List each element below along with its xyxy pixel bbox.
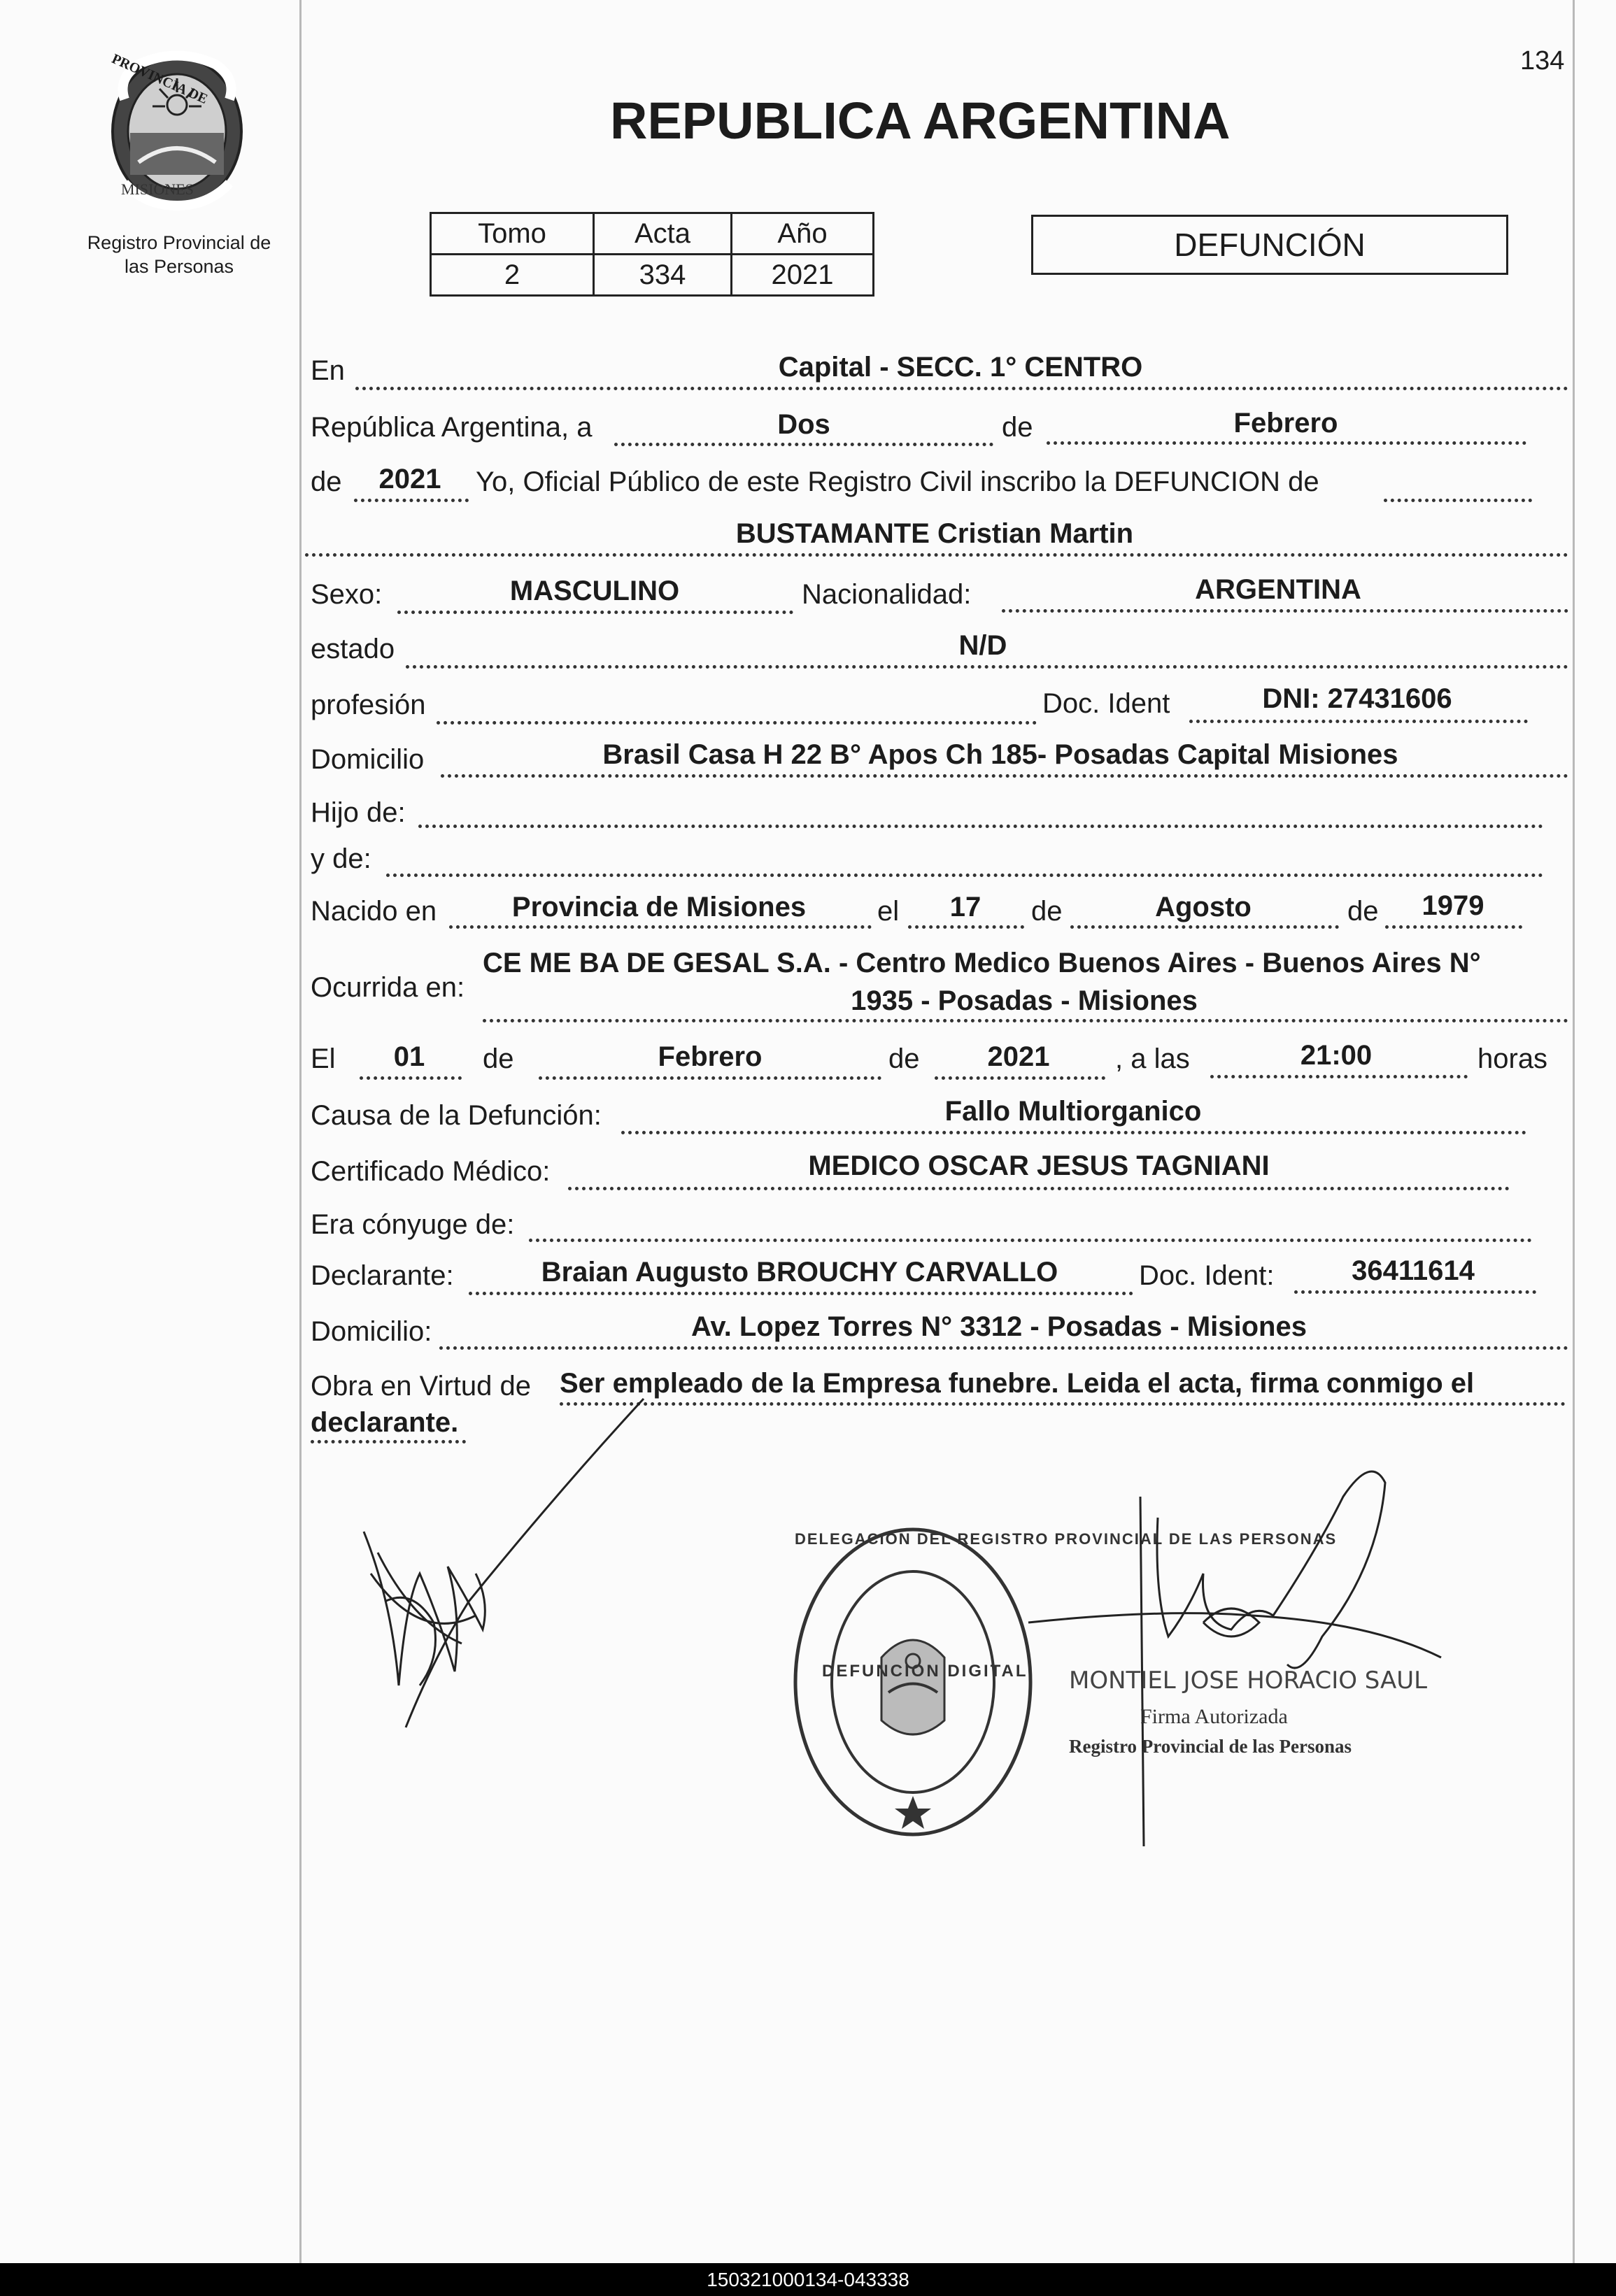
certificado-label: Certificado Médico: [311, 1156, 551, 1187]
spouse-line [529, 1239, 1532, 1242]
tomo-value: 2 [431, 255, 594, 296]
cause-line [621, 1131, 1526, 1134]
domicilio-label: Domicilio [311, 744, 425, 775]
tomo-header: Tomo [431, 213, 594, 255]
place-line [355, 387, 1568, 390]
month-value: Febrero [1233, 408, 1338, 438]
nacido-en-label: Nacido en [311, 896, 437, 927]
year-line [354, 499, 469, 502]
virtue-line-2: declarante. [311, 1407, 459, 1438]
father-line [418, 825, 1543, 828]
registry-line-2: las Personas [124, 256, 234, 277]
address-line [441, 774, 1568, 778]
official-office: Registro Provincial de las Personas [1069, 1736, 1352, 1757]
medical-certificate-line [568, 1187, 1510, 1190]
declarante-label: Declarante: [311, 1260, 454, 1291]
occurred-line [483, 1019, 1568, 1022]
left-margin-line [299, 0, 302, 2263]
a-las-label: , a las [1115, 1043, 1190, 1074]
page-number: 134 [1520, 46, 1565, 76]
declarant-doc-value: 36411614 [1352, 1255, 1475, 1286]
virtue-line-1: Ser empleado de la Empresa funebre. Leida el acta, firma conmigo el [560, 1368, 1475, 1399]
republica-label: República Argentina, a [311, 412, 593, 443]
causa-label: Causa de la Defunción: [311, 1100, 602, 1131]
seal-inner-text: DEFUNCION DIGITAL [822, 1662, 1028, 1681]
official-signature-icon [1021, 1455, 1455, 1846]
occurred-line-1: CE ME BA DE GESAL S.A. - Centro Medico Buenos Aires - Buenos Aires N° [483, 948, 1481, 978]
death-month-value: Febrero [658, 1041, 763, 1072]
marital-status-line [406, 665, 1568, 669]
official-role: Firma Autorizada [1140, 1705, 1288, 1728]
mother-line [386, 874, 1543, 877]
declarant-line [469, 1292, 1133, 1295]
birth-day-line [908, 925, 1024, 929]
death-year-value: 2021 [987, 1041, 1050, 1072]
declarant-signature-icon [350, 1392, 658, 1755]
virtue-line-1-underline [560, 1402, 1566, 1406]
sex-line [397, 611, 793, 614]
domicilio-colon-label: Domicilio: [311, 1316, 432, 1347]
declarant-value: Braian Augusto BROUCHY CARVALLO [541, 1257, 1058, 1288]
el-label: el [877, 896, 900, 927]
doc-id-value: DNI: 27431606 [1262, 683, 1452, 714]
sexo-label: Sexo: [311, 579, 383, 610]
birth-month-line [1070, 925, 1339, 929]
ocurrida-en-label: Ocurrida en: [311, 972, 465, 1003]
conyuge-label: Era cónyuge de: [311, 1209, 515, 1240]
nationality-value: ARGENTINA [1195, 574, 1361, 605]
birth-place-value: Provincia de Misiones [511, 892, 807, 922]
birth-year-line [1385, 925, 1522, 929]
medical-certificate-value: MEDICO OSCAR JESUS TAGNIANI [808, 1150, 1270, 1181]
inscription-line [1384, 499, 1532, 502]
death-day-line [360, 1076, 462, 1080]
de-label-2: de [311, 466, 342, 497]
nationality-line [1002, 609, 1568, 613]
book-reference-table [430, 212, 874, 297]
sex-value: MASCULINO [509, 576, 680, 606]
doc-id-line [1189, 720, 1528, 723]
occurred-line-2: 1935 - Posadas - Misiones [851, 985, 1198, 1016]
registry-line-1: Registro Provincial de [87, 232, 271, 253]
death-day-value: 01 [393, 1041, 425, 1072]
de-label-5: de [483, 1043, 514, 1074]
deceased-name-line [305, 553, 1568, 557]
birth-year-value: 1979 [1422, 890, 1484, 921]
official-name: MONTIEL JOSE HORACIO SAUL [1069, 1667, 1428, 1695]
ano-header: Año [732, 213, 874, 255]
nacionalidad-label: Nacionalidad: [802, 579, 972, 610]
day-words-value: Dos [777, 409, 830, 440]
deceased-name: BUSTAMANTE Cristian Martin [735, 518, 1134, 549]
declarant-doc-line [1294, 1290, 1536, 1294]
logo-text-top: PROVINCIA DE [109, 51, 210, 108]
birth-month-value: Agosto [1155, 892, 1252, 922]
cause-value: Fallo Multiorganico [944, 1096, 1202, 1127]
profession-line [437, 721, 1037, 725]
obra-en-virtud-label: Obra en Virtud de [311, 1371, 532, 1402]
de-label-3: de [1031, 896, 1063, 927]
de-label-1: de [1002, 412, 1033, 443]
en-label: En [311, 355, 345, 386]
doc-ident-colon-label: Doc. Ident: [1139, 1260, 1275, 1291]
birth-place-line [449, 925, 872, 929]
inscription-text: Yo, Oficial Público de este Registro Civil inscribo la DEFUNCION de [476, 466, 1319, 497]
acta-value: 334 [594, 255, 732, 296]
day-words-line [614, 443, 993, 446]
death-month-line [539, 1076, 881, 1080]
seal-outer-text: DELEGACION DEL REGISTRO PROVINCIAL DE LAS PERSONAS [795, 1530, 1338, 1548]
death-year-line [935, 1076, 1105, 1080]
document-type-box [1031, 215, 1508, 275]
el-cap-label: El [311, 1043, 336, 1074]
estado-label: estado [311, 634, 395, 664]
de-label-6: de [888, 1043, 920, 1074]
declarant-address-value: Av. Lopez Torres N° 3312 - Posadas - Misiones [691, 1311, 1307, 1342]
page-title: REPUBLICA ARGENTINA [610, 92, 1231, 150]
y-de-label: y de: [311, 843, 371, 874]
marital-status-value: N/D [958, 630, 1007, 661]
address-value: Brasil Casa H 22 B° Apos Ch 185- Posadas Capital Misiones [602, 739, 1398, 770]
death-time-value: 21:00 [1300, 1040, 1373, 1071]
right-margin-line [1573, 0, 1575, 2263]
acta-header: Acta [594, 213, 732, 255]
doc-ident-label: Doc. Ident [1042, 688, 1170, 719]
barcode-footer: 150321000134-043338 [0, 2263, 1616, 2296]
place-value: Capital - SECC. 1° CENTRO [778, 352, 1143, 383]
ano-value: 2021 [732, 255, 874, 296]
de-label-4: de [1347, 896, 1379, 927]
logo-text-bottom: MISIONES [121, 180, 194, 198]
hijo-de-label: Hijo de: [311, 797, 406, 828]
document-type-label: DEFUNCIÓN [1174, 227, 1366, 263]
year-value: 2021 [378, 464, 441, 494]
profesion-label: profesión [311, 690, 426, 720]
horas-label: horas [1477, 1043, 1548, 1074]
death-time-line [1210, 1075, 1468, 1078]
declarant-address-line [439, 1346, 1568, 1350]
birth-day-value: 17 [949, 892, 981, 922]
month-line [1047, 441, 1526, 445]
